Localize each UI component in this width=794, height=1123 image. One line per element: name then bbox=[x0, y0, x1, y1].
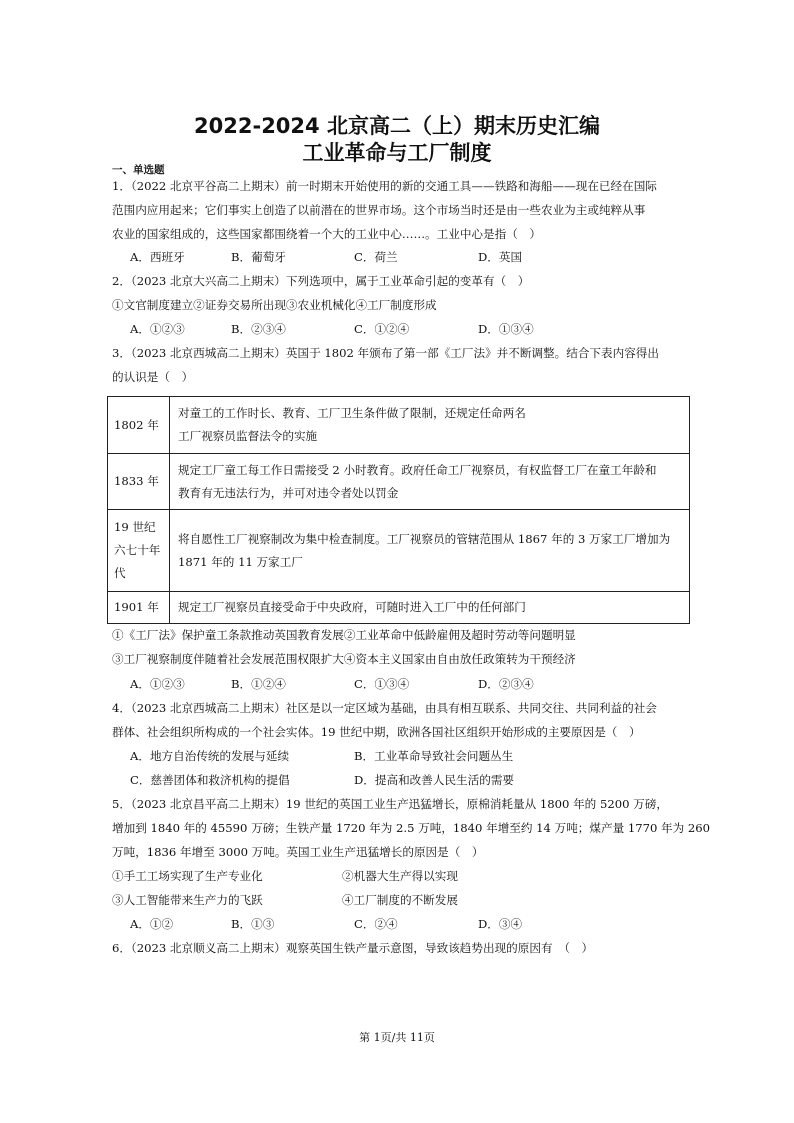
q4-option-a: A．地方自治传统的发展与延续 bbox=[130, 749, 290, 763]
table-year-line: 六七十年 bbox=[114, 543, 161, 557]
q5-line-2: 增加到 1840 年的 45590 万磅；生铁产量 1720 年为 2.5 万吨，1840 年增至约 14 万吨；煤产量 1770 年为 260 bbox=[112, 821, 711, 835]
page-footer: 第 1页/共 11页 bbox=[359, 1031, 435, 1044]
table-row bbox=[108, 454, 690, 510]
table-content-cell bbox=[170, 454, 690, 510]
table-year-line: 19 世纪 bbox=[114, 520, 156, 534]
q2-line-2: ①文官制度建立②证券交易所出现③农业机械化④工厂制度形成 bbox=[112, 298, 437, 312]
q5-option-d: D．③④ bbox=[478, 917, 523, 931]
q1-option-b: B．葡萄牙 bbox=[231, 250, 286, 264]
q2-option-a: A．①②③ bbox=[130, 322, 185, 336]
q5-line-1: 5．（2023 北京昌平高二上期末）19 世纪的英国工业生产迅猛增长，原棉消耗量从 1800 年的 5200 万磅， bbox=[112, 797, 668, 811]
q3-option-d: D．②③④ bbox=[478, 677, 534, 691]
q5-statement-3: ③人工智能带来生产力的飞跃 bbox=[112, 893, 263, 907]
q3-statement-line-1: ①《工厂法》保护童工条款推动英国教育发展②工业革命中低龄雇佣及超时劳动等问题明显 bbox=[112, 628, 576, 642]
table-year-cell: 1802 年 bbox=[108, 397, 170, 454]
q5-statement-4: ④工厂制度的不断发展 bbox=[342, 893, 458, 907]
q1-line-2: 范围内应用起来；它们事实上创造了以前潜在的世界市场。这个市场当时还是由一些农业为主或纯粹从事 bbox=[112, 203, 646, 217]
q4-option-b: B．工业革命导致社会问题丛生 bbox=[354, 749, 514, 763]
table-content-line: 1871 年的 11 万家工厂 bbox=[178, 554, 303, 569]
table-row bbox=[108, 592, 690, 624]
table-year-cell: 1833 年 bbox=[108, 454, 170, 510]
table-content-cell bbox=[170, 592, 690, 624]
q4-line-2: 群体、社会组织所构成的一个社会实体。19 世纪中期，欧洲各国社区组织开始形成的主要原因是（ ） bbox=[112, 725, 641, 739]
q1-line-3: 农业的国家组成的，这些国家都围绕着一个大的工业中心……。工业中心是指（ ） bbox=[112, 227, 541, 241]
q5-option-c: C．②④ bbox=[354, 917, 398, 931]
table-content-line: 规定工厂童工每工作日需接受 2 小时教育。政府任命工厂视察员，有权监督工厂在童工年龄和 bbox=[178, 462, 657, 477]
q3-option-b: B．①②④ bbox=[231, 677, 286, 691]
table-row bbox=[108, 510, 690, 592]
q5-statement-1: ①手工工场实现了生产专业化 bbox=[112, 869, 263, 883]
table-content-line: 工厂视察员监督法令的实施 bbox=[178, 429, 318, 443]
doc-subtitle: 工业革命与工厂制度 bbox=[302, 141, 492, 165]
q3-statement-line-2: ③工厂视察制度伴随着社会发展范围权限扩大④资本主义国家由自由放任政策转为干预经济 bbox=[112, 652, 576, 666]
q1-line-1: 1．（2022 北京平谷高二上期末）前一时期末开始使用的新的交通工具——铁路和海船——现在已经在国际 bbox=[112, 179, 657, 193]
table-content-line: 规定工厂视察员直接受命于中央政府，可随时进入工厂中的任何部门 bbox=[178, 600, 526, 614]
table-row bbox=[108, 397, 690, 454]
table-year-cell bbox=[108, 510, 170, 592]
q1-option-d: D．英国 bbox=[478, 250, 523, 264]
q2-option-c: C．①②④ bbox=[354, 322, 410, 336]
q3-option-c: C．①③④ bbox=[354, 677, 410, 691]
q4-line-1: 4．（2023 北京西城高二上期末）社区是以一定区域为基础，由具有相互联系、共同交往、共同利益的社会 bbox=[112, 701, 657, 715]
section-heading: 一、单选题 bbox=[112, 164, 165, 176]
doc-title: 2022-2024 北京高二（上）期末历史汇编 bbox=[194, 114, 600, 138]
table-content-line: 对童工的工作时长、教育、工厂卫生条件做了限制，还规定任命两名 bbox=[178, 406, 526, 420]
q3-option-a: A．①②③ bbox=[130, 677, 185, 691]
q1-option-a: A．西班牙 bbox=[130, 250, 185, 264]
q5-statement-2: ②机器大生产得以实现 bbox=[342, 869, 458, 883]
q5-option-a: A．①② bbox=[130, 917, 174, 931]
table-content-line: 教育有无违法行为，并可对违令者处以罚金 bbox=[178, 485, 399, 500]
q6-line-1: 6．（2023 北京顺义高二上期末）观察英国生铁产量示意图，导致该趋势出现的原因有 （ ） bbox=[112, 941, 594, 955]
table-content-cell bbox=[170, 510, 690, 592]
table-content-line: 将自愿性工厂视察制改为集中检查制度。工厂视察员的管辖范围从 1867 年的 3 万家工厂增加为 bbox=[178, 531, 671, 546]
q4-option-c: C．慈善团体和救济机构的提倡 bbox=[130, 773, 290, 787]
table-content-cell bbox=[170, 397, 690, 454]
q1-option-c: C．荷兰 bbox=[354, 250, 398, 264]
table-year-line: 代 bbox=[114, 566, 126, 580]
q3-line-2: 的认识是（ ） bbox=[112, 370, 194, 384]
q5-line-3: 万吨，1836 年增至 3000 万吨。英国工业生产迅猛增长的原因是（ ） bbox=[112, 845, 484, 859]
q2-option-b: B．②③④ bbox=[231, 322, 286, 336]
table-year-cell: 1901 年 bbox=[108, 592, 170, 624]
q3-line-1: 3．（2023 北京西城高二上期末）英国于 1802 年颁布了第一部《工厂法》并不断调整。结合下表内容得出 bbox=[112, 346, 659, 360]
q5-option-b: B．①③ bbox=[231, 917, 275, 931]
factory-act-table bbox=[107, 396, 690, 624]
q4-option-d: D．提高和改善人民生活的需要 bbox=[354, 773, 515, 787]
q2-line-1: 2．（2023 北京大兴高二上期末）下列选项中，属于工业革命引起的变革有（ ） bbox=[112, 274, 530, 288]
q2-option-d: D．①③④ bbox=[478, 322, 534, 336]
